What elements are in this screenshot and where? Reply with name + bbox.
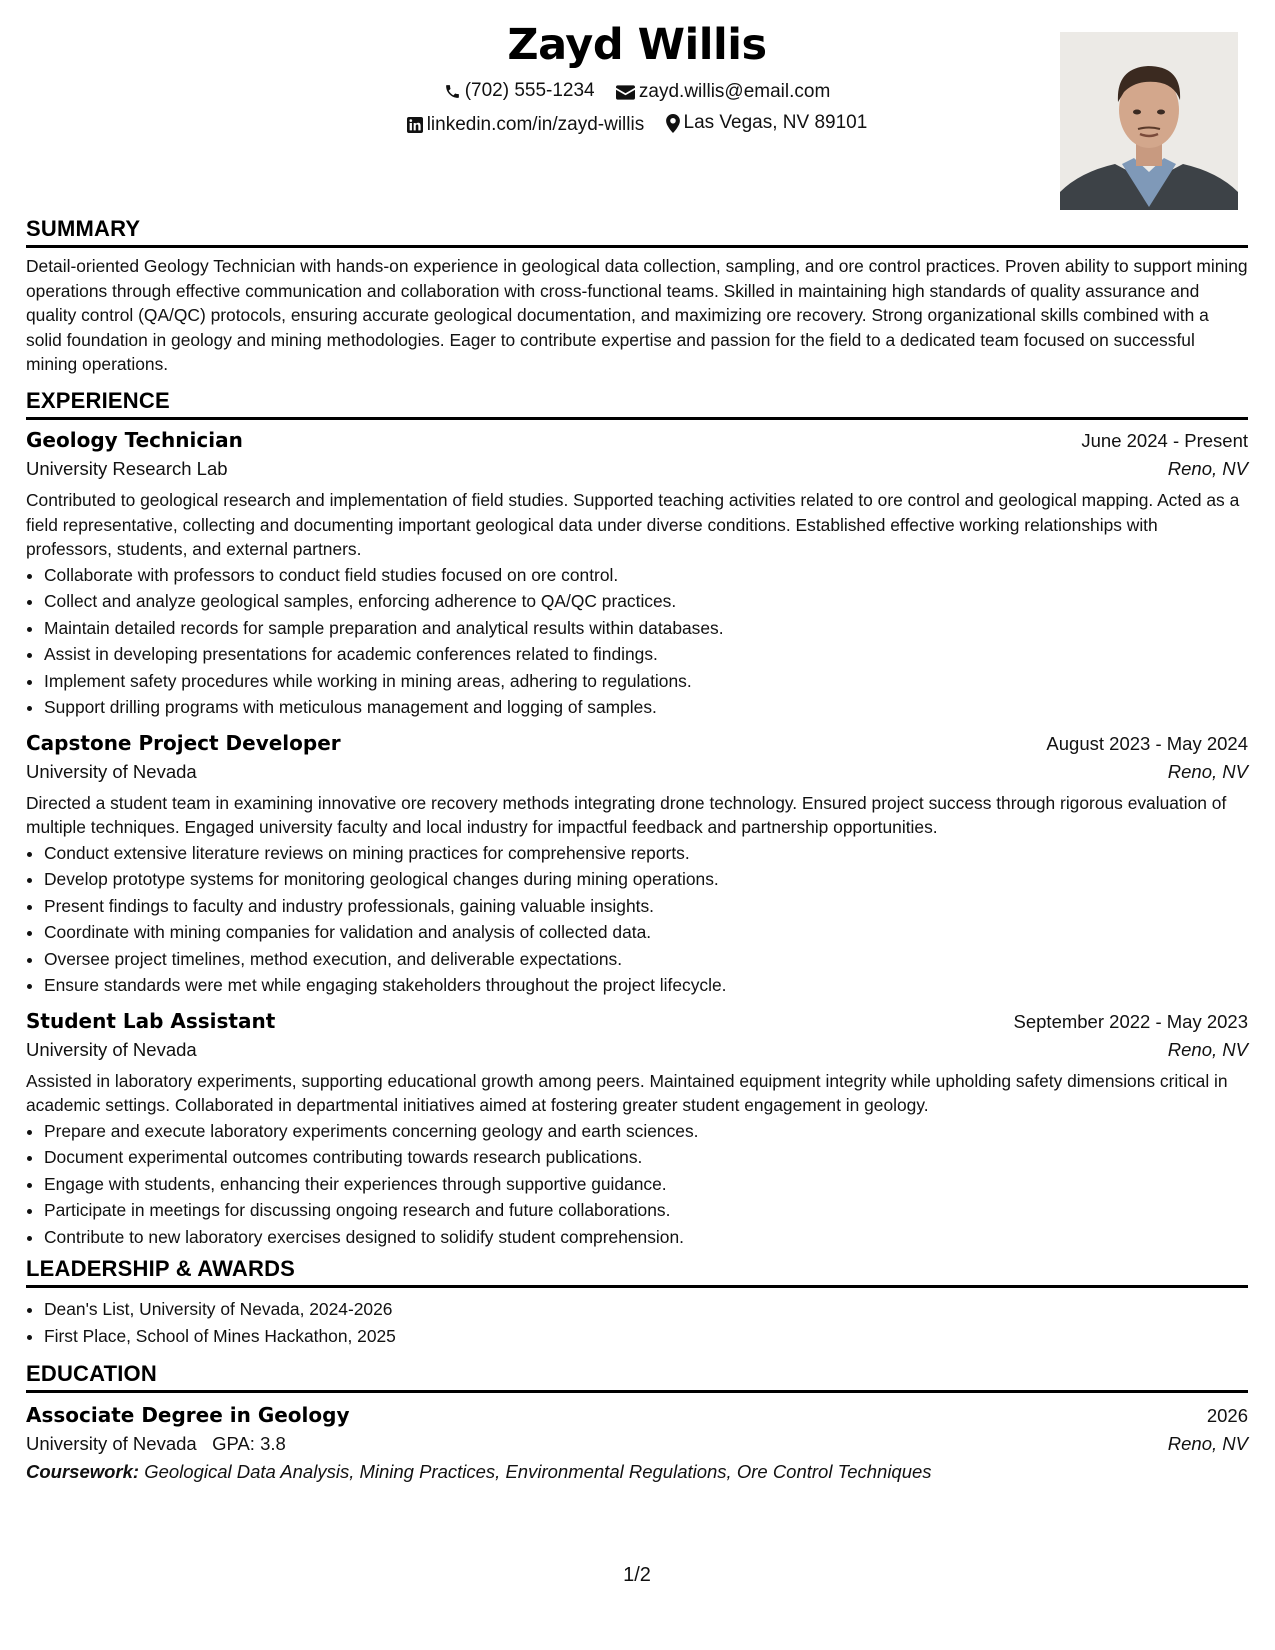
location-contact — [666, 112, 868, 134]
job-title: Geology Technician — [26, 428, 243, 452]
graduation-year: 2026 — [1206, 1405, 1248, 1426]
phone-contact — [444, 80, 595, 102]
resume-header — [26, 0, 1248, 218]
candidate-name: Zayd Willis — [507, 20, 767, 70]
coursework-list: Geological Data Analysis, Mining Practices, Environmental Regulations, Ore Control Techniques — [144, 1461, 932, 1482]
job-entry — [26, 428, 1248, 721]
job-date: September 2022 - May 2023 — [1013, 1010, 1248, 1032]
resume-page — [26, 0, 1248, 1650]
summary-heading: SUMMARY — [26, 216, 1248, 248]
list-item: • Collaborate with professors to conduct field studies focused on ore control. — [44, 562, 1248, 589]
awards-list — [26, 1296, 1248, 1349]
list-item: • Present findings to faculty and industry professionals, gaining valuable insights. — [44, 893, 1248, 920]
experience-section — [26, 388, 1248, 1250]
profile-photo — [1060, 32, 1238, 210]
email-contact — [616, 81, 830, 103]
awards-section — [26, 1256, 1248, 1349]
school-location: Reno, NV — [1167, 1433, 1248, 1454]
list-item: • Contribute to new laboratory exercises designed to solidify student comprehension. — [44, 1224, 1248, 1251]
coursework-line — [26, 1461, 1248, 1483]
summary-text: Detail-oriented Geology Technician with hands-on experience in geological data collection, sampling, and ore control practices. Proven ability to support mining operations through effective communication and collaboration with cross-functional teams. Skilled in maintaining high standards of quality assurance and quality control (QA/QC) protocols, ensuring accurate geological documentation, and maximizing ore recovery. Strong organizational skills combined with a solid foundation in geology and mining methodologies. Eager to contribute expertise and passion for the field to a dedicated team focused on successful mining operations. — [26, 256, 1248, 374]
list-item: • Dean's List, University of Nevada, 2024-2026 — [44, 1296, 1248, 1323]
degree-title: Associate Degree in Geology — [26, 1403, 350, 1427]
job-description: Assisted in laboratory experiments, supporting educational growth among peers. Maintained equipment integrity while upholding safety dimensions critical in academic settings. Collaborated in departmental initiatives aimed at fostering greater student engagement in geology. — [26, 1070, 1228, 1115]
list-item: • Engage with students, enhancing their experiences through supportive guidance. — [44, 1171, 1248, 1198]
job-title: Student Lab Assistant — [26, 1008, 276, 1033]
list-item: • Assist in developing presentations for academic conferences related to findings. — [44, 641, 1248, 668]
list-item: • Maintain detailed records for sample preparation and analytical results within databases. — [44, 615, 1248, 642]
list-item: • Support drilling programs with meticulous management and logging of samples. — [44, 694, 1248, 721]
list-item: • Collect and analyze geological samples, enforcing adherence to QA/QC practices. — [44, 588, 1248, 615]
job-organization: University Research Lab — [26, 458, 228, 479]
envelope-icon — [616, 85, 635, 100]
job-organization: University of Nevada — [26, 1038, 197, 1060]
list-item: • Conduct extensive literature reviews on mining practices for comprehensive reports. — [44, 840, 1248, 867]
job-bullets — [26, 562, 1248, 721]
list-item: • Document experimental outcomes contributing towards research publications. — [44, 1144, 1248, 1171]
phone-icon — [444, 83, 461, 100]
linkedin-icon — [407, 117, 423, 133]
school-line — [26, 1433, 286, 1455]
list-item: • Participate in meetings for discussing ongoing research and future collaborations. — [44, 1197, 1248, 1224]
job-title: Capstone Project Developer — [26, 730, 341, 755]
gpa: GPA: 3.8 — [212, 1433, 286, 1454]
job-entry — [26, 731, 1248, 999]
job-description: Contributed to geological research and implementation of field studies. Supported teaching activities related to ore control and geological mapping. Acted as a field representative, collecting and documenting important geological data under diverse conditions. Established effective working relationships with professors, students, and external partners. — [26, 490, 1240, 559]
location-text: Las Vegas, NV 89101 — [683, 112, 868, 133]
linkedin-contact — [407, 114, 645, 136]
list-item: • Prepare and execute laboratory experiments concerning geology and earth sciences. — [44, 1118, 1248, 1145]
list-item: • First Place, School of Mines Hackathon, 2025 — [44, 1323, 1248, 1350]
job-location: Reno, NV — [1167, 458, 1248, 479]
list-item: • Ensure standards were met while engaging stakeholders throughout the project lifecycle. — [44, 972, 1248, 999]
list-item: • Develop prototype systems for monitoring geological changes during mining operations. — [44, 866, 1248, 893]
list-item: • Implement safety procedures while working in mining areas, adhering to regulations. — [44, 668, 1248, 695]
job-date: August 2023 - May 2024 — [1046, 732, 1248, 754]
map-pin-icon — [666, 114, 680, 133]
job-location: Reno, NV — [1167, 760, 1248, 782]
job-entry — [26, 1009, 1248, 1251]
job-description: Directed a student team in examining innovative ore recovery methods integrating drone technology. Ensured project success through rigorous evaluation of multiple techniques. Engaged university faculty and local industry for impactful feedback and partnership opportunities. — [26, 792, 1227, 837]
education-heading: EDUCATION — [26, 1361, 1248, 1393]
coursework-label: Coursework: — [26, 1461, 140, 1482]
awards-heading: LEADERSHIP & AWARDS — [26, 1256, 1248, 1288]
email-text[interactable]: zayd.willis@email.com — [638, 81, 831, 102]
experience-heading: EXPERIENCE — [26, 388, 1248, 420]
summary-section — [26, 216, 1248, 377]
job-organization: University of Nevada — [26, 760, 197, 782]
job-bullets — [26, 1118, 1248, 1251]
job-date: June 2024 - Present — [1081, 430, 1248, 451]
job-location: Reno, NV — [1167, 1038, 1248, 1060]
list-item: • Coordinate with mining companies for validation and analysis of collected data. — [44, 919, 1248, 946]
page-number: 1/2 — [623, 1564, 651, 1586]
job-bullets — [26, 840, 1248, 999]
list-item: • Oversee project timelines, method execution, and deliverable expectations. — [44, 946, 1248, 973]
linkedin-text[interactable]: linkedin.com/in/zayd-willis — [426, 113, 645, 135]
phone-text[interactable]: (702) 555-1234 — [464, 80, 595, 101]
education-section — [26, 1361, 1248, 1483]
school-name: University of Nevada — [26, 1433, 197, 1454]
